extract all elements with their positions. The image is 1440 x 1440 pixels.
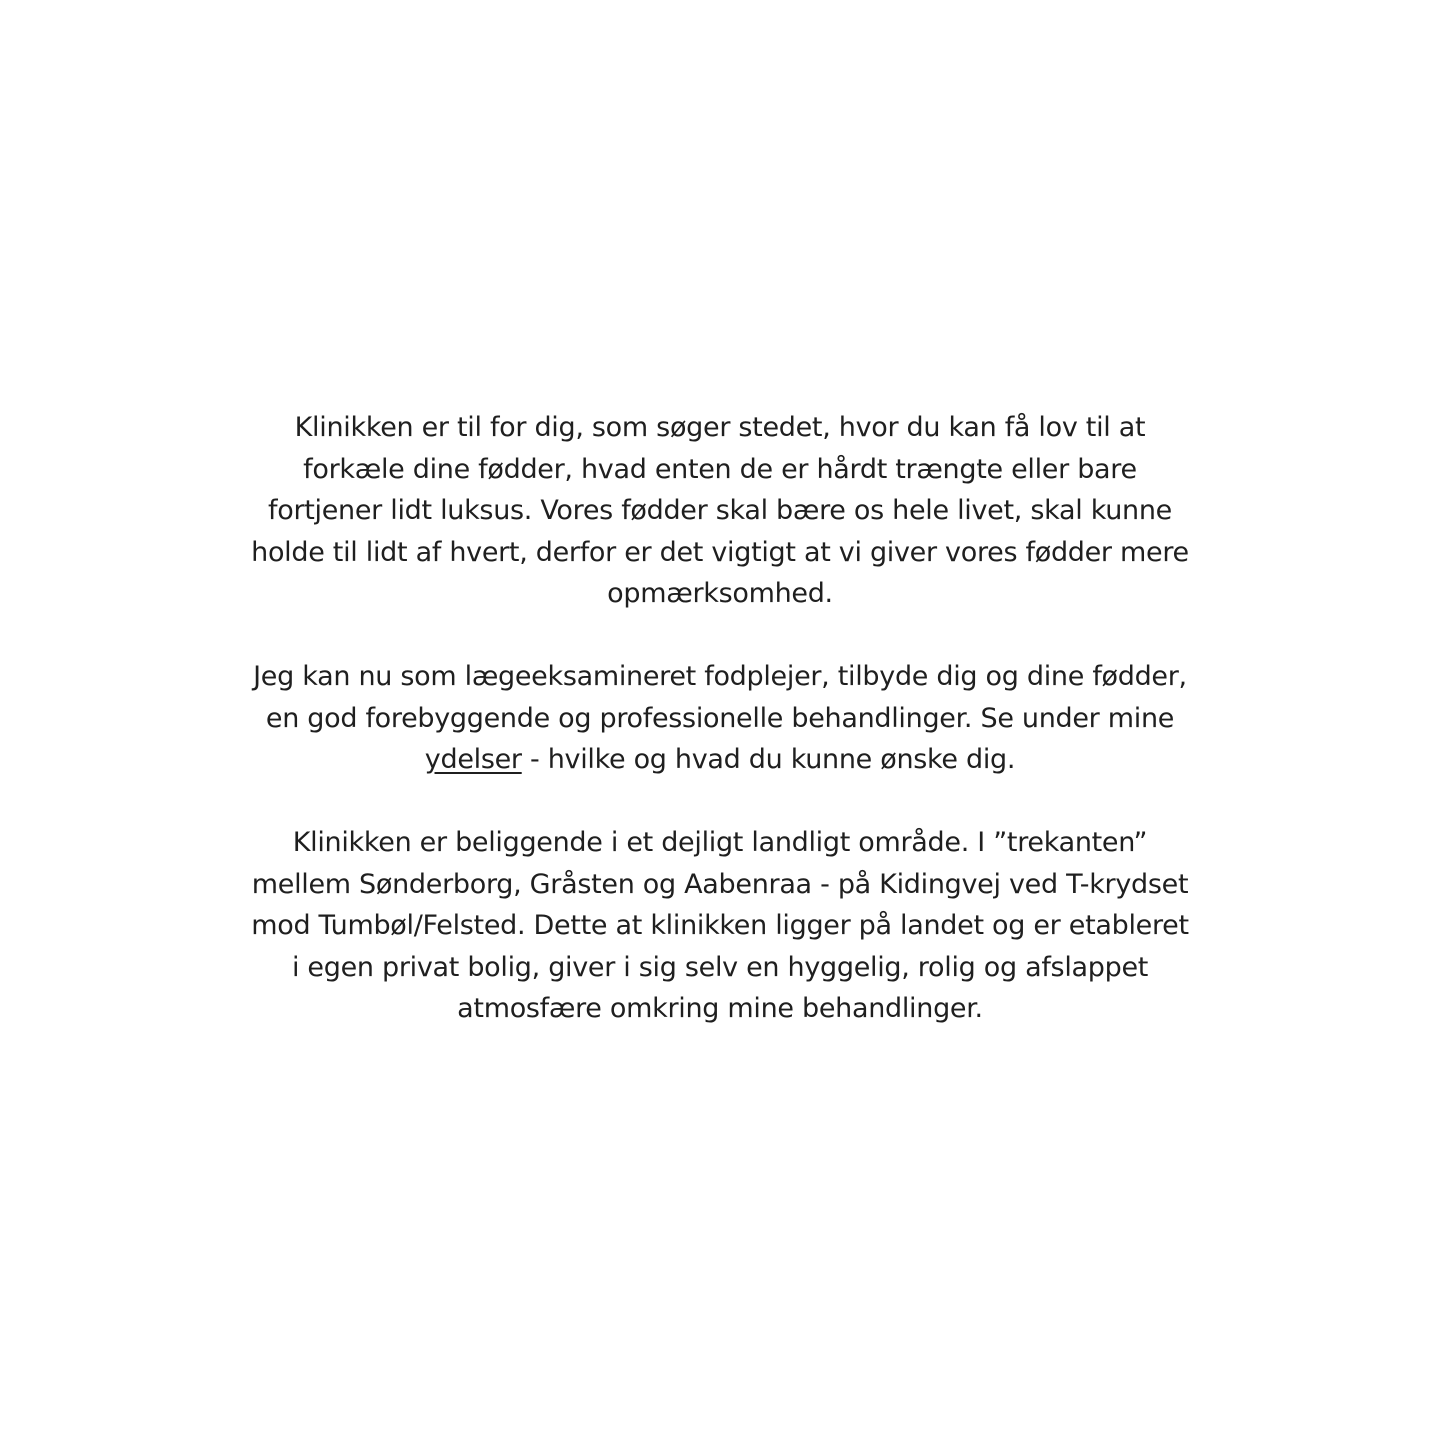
intro-text-block	[245, 407, 1195, 1030]
intro-paragraph-2-start: Jeg kan nu som lægeeksamineret fodplejer, tilbyde dig og dine fødder, en god forebyggende og professionelle behandlinger. Se under mine	[253, 661, 1187, 734]
services-link[interactable]: ydelser	[424, 744, 522, 775]
intro-paragraph-1: Klinikken er til for dig, som søger stedet, hvor du kan få lov til at forkæle dine fødder, hvad enten de er hårdt trængte eller bare fortjener lidt luksus. Vores fødder skal bære os hele livet, skal kunne holde til lidt af hvert, derfor er det vigtigt at vi giver vores fødder mere opmærksomhed.	[251, 412, 1189, 609]
intro-paragraph-2	[245, 656, 1195, 781]
intro-paragraph-3: Klinikken er beliggende i et dejligt landligt område. I ”trekanten” mellem Sønderborg, Gråsten og Aabenraa - på Kidingvej ved T-krydset mod Tumbøl/Felsted. Dette at klinikken ligger på landet og er etableret i egen privat bolig, giver i sig selv en hyggelig, rolig og afslappet atmosfære omkring mine behandlinger.	[251, 827, 1189, 1024]
intro-paragraph-2-end: - hvilke og hvad du kunne ønske dig.	[521, 744, 1016, 775]
